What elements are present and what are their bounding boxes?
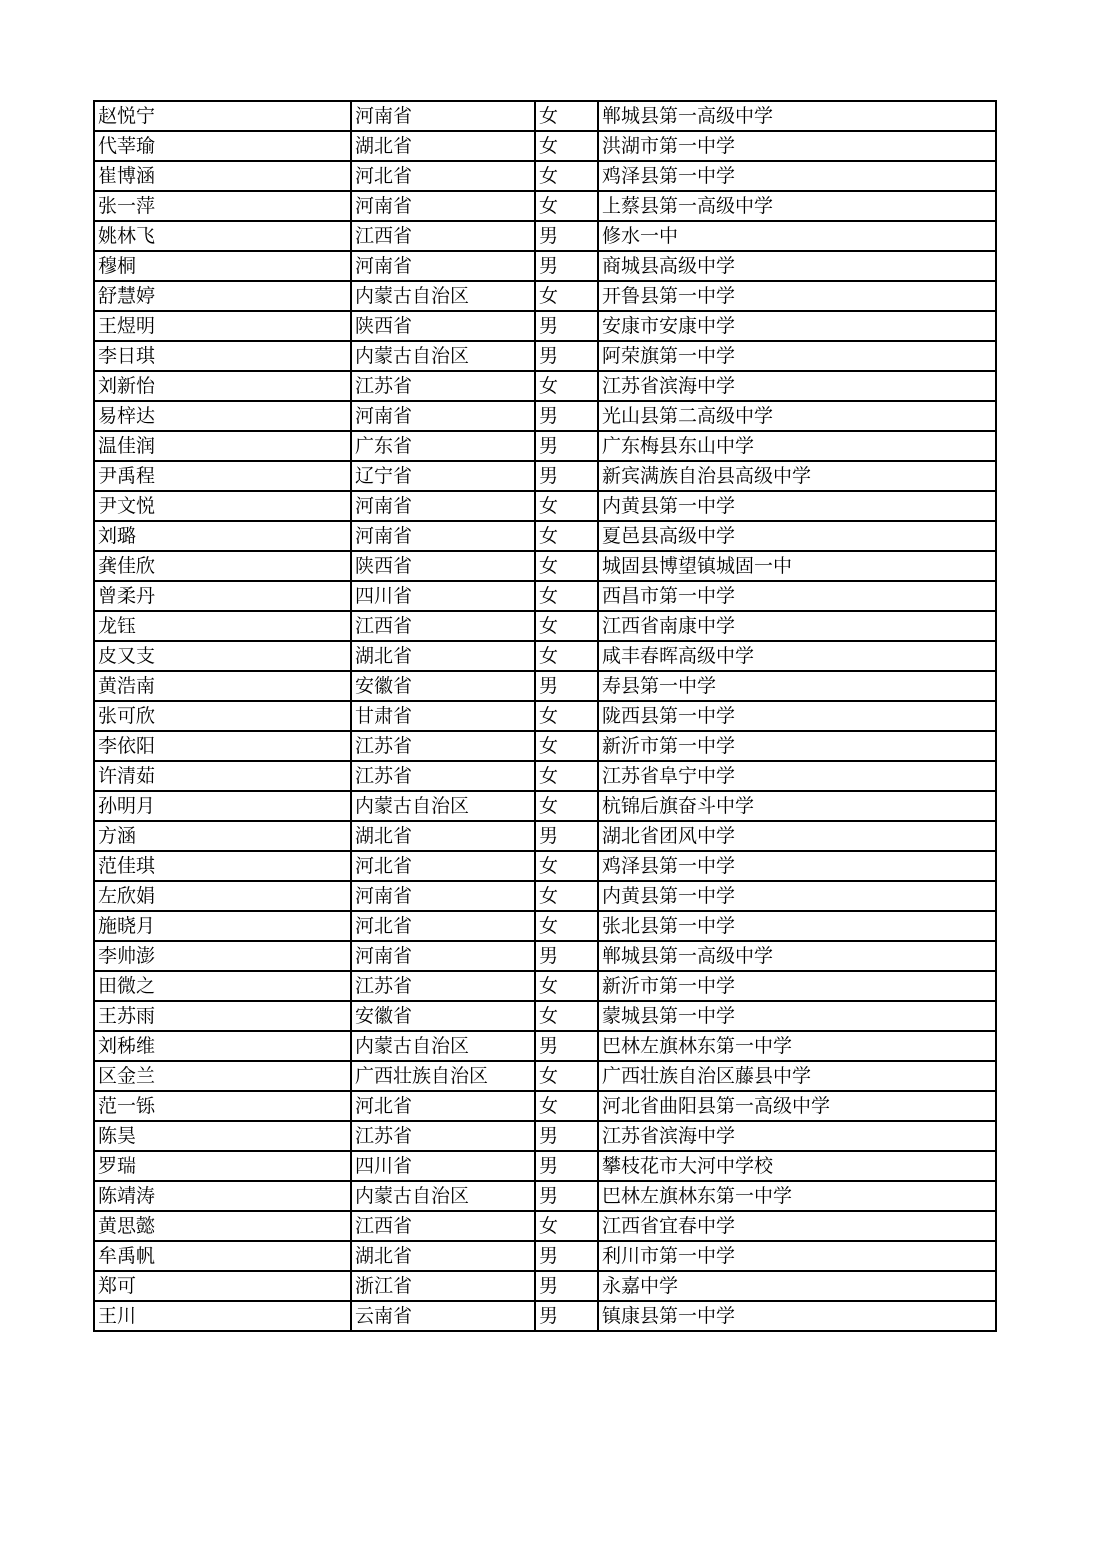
school-cell: 巴林左旗林东第一中学 (598, 1181, 996, 1211)
gender-cell: 女 (535, 641, 598, 671)
table-row (94, 341, 996, 371)
gender-cell: 男 (535, 1301, 598, 1331)
name-cell: 黄浩南 (94, 671, 351, 701)
name-cell: 罗瑞 (94, 1151, 351, 1181)
province-cell: 江苏省 (351, 731, 535, 761)
school-cell: 江苏省滨海中学 (598, 371, 996, 401)
province-cell: 河北省 (351, 1091, 535, 1121)
province-cell: 河北省 (351, 161, 535, 191)
province-cell: 广西壮族自治区 (351, 1061, 535, 1091)
school-cell: 郸城县第一高级中学 (598, 101, 996, 131)
gender-cell: 男 (535, 341, 598, 371)
gender-cell: 女 (535, 101, 598, 131)
gender-cell: 男 (535, 401, 598, 431)
province-cell: 江西省 (351, 221, 535, 251)
school-cell: 湖北省团风中学 (598, 821, 996, 851)
table-row (94, 491, 996, 521)
school-cell: 开鲁县第一中学 (598, 281, 996, 311)
name-cell: 王川 (94, 1301, 351, 1331)
province-cell: 湖北省 (351, 1241, 535, 1271)
gender-cell: 男 (535, 1031, 598, 1061)
table-row (94, 1121, 996, 1151)
table-row (94, 251, 996, 281)
province-cell: 江西省 (351, 1211, 535, 1241)
school-cell: 内黄县第一中学 (598, 491, 996, 521)
name-cell: 孙明月 (94, 791, 351, 821)
name-cell: 范佳琪 (94, 851, 351, 881)
gender-cell: 女 (535, 131, 598, 161)
name-cell: 崔博涵 (94, 161, 351, 191)
province-cell: 浙江省 (351, 1271, 535, 1301)
province-cell: 江苏省 (351, 971, 535, 1001)
gender-cell: 男 (535, 1181, 598, 1211)
table-body (94, 101, 996, 1331)
table-row (94, 701, 996, 731)
province-cell: 内蒙古自治区 (351, 1181, 535, 1211)
school-cell: 西昌市第一中学 (598, 581, 996, 611)
school-cell: 广东梅县东山中学 (598, 431, 996, 461)
gender-cell: 女 (535, 701, 598, 731)
table-row (94, 431, 996, 461)
gender-cell: 女 (535, 581, 598, 611)
name-cell: 郑可 (94, 1271, 351, 1301)
name-cell: 刘新怡 (94, 371, 351, 401)
table-row (94, 851, 996, 881)
name-cell: 赵悦宁 (94, 101, 351, 131)
school-cell: 河北省曲阳县第一高级中学 (598, 1091, 996, 1121)
gender-cell: 女 (535, 731, 598, 761)
table-row (94, 101, 996, 131)
name-cell: 代莘瑜 (94, 131, 351, 161)
table-row (94, 1181, 996, 1211)
gender-cell: 男 (535, 941, 598, 971)
province-cell: 四川省 (351, 1151, 535, 1181)
table-row (94, 281, 996, 311)
name-cell: 张可欣 (94, 701, 351, 731)
school-cell: 攀枝花市大河中学校 (598, 1151, 996, 1181)
gender-cell: 男 (535, 1121, 598, 1151)
school-cell: 江苏省滨海中学 (598, 1121, 996, 1151)
province-cell: 江苏省 (351, 761, 535, 791)
gender-cell: 女 (535, 191, 598, 221)
province-cell: 广东省 (351, 431, 535, 461)
table-row (94, 461, 996, 491)
school-cell: 新沂市第一中学 (598, 731, 996, 761)
table-row (94, 161, 996, 191)
school-cell: 安康市安康中学 (598, 311, 996, 341)
table-row (94, 1151, 996, 1181)
gender-cell: 女 (535, 551, 598, 581)
province-cell: 湖北省 (351, 821, 535, 851)
gender-cell: 女 (535, 611, 598, 641)
name-cell: 牟禹帆 (94, 1241, 351, 1271)
province-cell: 安徽省 (351, 671, 535, 701)
school-cell: 阿荣旗第一中学 (598, 341, 996, 371)
name-cell: 皮又支 (94, 641, 351, 671)
name-cell: 姚林飞 (94, 221, 351, 251)
table-row (94, 551, 996, 581)
gender-cell: 男 (535, 1271, 598, 1301)
gender-cell: 女 (535, 1211, 598, 1241)
name-cell: 李依阳 (94, 731, 351, 761)
table-row (94, 671, 996, 701)
table-row (94, 401, 996, 431)
province-cell: 河南省 (351, 491, 535, 521)
name-cell: 区金兰 (94, 1061, 351, 1091)
gender-cell: 女 (535, 281, 598, 311)
gender-cell: 男 (535, 821, 598, 851)
gender-cell: 女 (535, 521, 598, 551)
province-cell: 陕西省 (351, 551, 535, 581)
province-cell: 河南省 (351, 521, 535, 551)
school-cell: 镇康县第一中学 (598, 1301, 996, 1331)
school-cell: 新宾满族自治县高级中学 (598, 461, 996, 491)
school-cell: 广西壮族自治区藤县中学 (598, 1061, 996, 1091)
name-cell: 方涵 (94, 821, 351, 851)
province-cell: 河北省 (351, 851, 535, 881)
school-cell: 蒙城县第一中学 (598, 1001, 996, 1031)
table-row (94, 971, 996, 1001)
gender-cell: 男 (535, 311, 598, 341)
school-cell: 城固县博望镇城固一中 (598, 551, 996, 581)
name-cell: 曾柔丹 (94, 581, 351, 611)
table-row (94, 221, 996, 251)
school-cell: 巴林左旗林东第一中学 (598, 1031, 996, 1061)
school-cell: 新沂市第一中学 (598, 971, 996, 1001)
table-row (94, 1061, 996, 1091)
gender-cell: 男 (535, 1241, 598, 1271)
province-cell: 江苏省 (351, 371, 535, 401)
table-row (94, 791, 996, 821)
province-cell: 河南省 (351, 401, 535, 431)
gender-cell: 女 (535, 881, 598, 911)
gender-cell: 男 (535, 1151, 598, 1181)
school-cell: 永嘉中学 (598, 1271, 996, 1301)
school-cell: 寿县第一中学 (598, 671, 996, 701)
province-cell: 江西省 (351, 611, 535, 641)
table-row (94, 611, 996, 641)
province-cell: 安徽省 (351, 1001, 535, 1031)
province-cell: 河南省 (351, 941, 535, 971)
gender-cell: 女 (535, 971, 598, 1001)
province-cell: 河南省 (351, 251, 535, 281)
province-cell: 河北省 (351, 911, 535, 941)
province-cell: 湖北省 (351, 641, 535, 671)
school-cell: 陇西县第一中学 (598, 701, 996, 731)
province-cell: 湖北省 (351, 131, 535, 161)
name-cell: 尹禹程 (94, 461, 351, 491)
table-row (94, 1241, 996, 1271)
name-cell: 范一铄 (94, 1091, 351, 1121)
name-cell: 张一萍 (94, 191, 351, 221)
province-cell: 云南省 (351, 1301, 535, 1331)
table-row (94, 581, 996, 611)
table-row (94, 1211, 996, 1241)
school-cell: 洪湖市第一中学 (598, 131, 996, 161)
gender-cell: 女 (535, 371, 598, 401)
name-cell: 舒慧婷 (94, 281, 351, 311)
school-cell: 鸡泽县第一中学 (598, 851, 996, 881)
table-row (94, 1031, 996, 1061)
school-cell: 江苏省阜宁中学 (598, 761, 996, 791)
name-cell: 温佳润 (94, 431, 351, 461)
name-cell: 田微之 (94, 971, 351, 1001)
name-cell: 陈靖涛 (94, 1181, 351, 1211)
name-cell: 刘秭维 (94, 1031, 351, 1061)
name-cell: 左欣娟 (94, 881, 351, 911)
name-cell: 刘璐 (94, 521, 351, 551)
gender-cell: 女 (535, 911, 598, 941)
school-cell: 修水一中 (598, 221, 996, 251)
table-row (94, 941, 996, 971)
school-cell: 内黄县第一中学 (598, 881, 996, 911)
name-cell: 王苏雨 (94, 1001, 351, 1031)
table-row (94, 761, 996, 791)
school-cell: 鸡泽县第一中学 (598, 161, 996, 191)
school-cell: 杭锦后旗奋斗中学 (598, 791, 996, 821)
table-row (94, 911, 996, 941)
name-cell: 施晓月 (94, 911, 351, 941)
province-cell: 陕西省 (351, 311, 535, 341)
name-cell: 易梓达 (94, 401, 351, 431)
table-row (94, 521, 996, 551)
name-cell: 许清茹 (94, 761, 351, 791)
name-cell: 龚佳欣 (94, 551, 351, 581)
province-cell: 河南省 (351, 191, 535, 221)
gender-cell: 女 (535, 851, 598, 881)
school-cell: 光山县第二高级中学 (598, 401, 996, 431)
name-cell: 尹文悦 (94, 491, 351, 521)
province-cell: 河南省 (351, 881, 535, 911)
table-row (94, 371, 996, 401)
school-cell: 咸丰春晖高级中学 (598, 641, 996, 671)
table-row (94, 1271, 996, 1301)
school-cell: 江西省宜春中学 (598, 1211, 996, 1241)
student-table (93, 100, 997, 1332)
table-row (94, 731, 996, 761)
school-cell: 上蔡县第一高级中学 (598, 191, 996, 221)
gender-cell: 男 (535, 671, 598, 701)
gender-cell: 女 (535, 491, 598, 521)
province-cell: 河南省 (351, 101, 535, 131)
province-cell: 甘肃省 (351, 701, 535, 731)
table-row (94, 821, 996, 851)
table-row (94, 191, 996, 221)
school-cell: 郸城县第一高级中学 (598, 941, 996, 971)
gender-cell: 女 (535, 1061, 598, 1091)
gender-cell: 女 (535, 1001, 598, 1031)
gender-cell: 女 (535, 791, 598, 821)
name-cell: 李帅澎 (94, 941, 351, 971)
table-row (94, 1301, 996, 1331)
school-cell: 张北县第一中学 (598, 911, 996, 941)
province-cell: 内蒙古自治区 (351, 1031, 535, 1061)
name-cell: 黄思懿 (94, 1211, 351, 1241)
province-cell: 四川省 (351, 581, 535, 611)
table-row (94, 1001, 996, 1031)
table-row (94, 1091, 996, 1121)
gender-cell: 男 (535, 251, 598, 281)
gender-cell: 女 (535, 761, 598, 791)
gender-cell: 男 (535, 431, 598, 461)
table-row (94, 311, 996, 341)
name-cell: 陈昊 (94, 1121, 351, 1151)
name-cell: 王煜明 (94, 311, 351, 341)
gender-cell: 女 (535, 161, 598, 191)
province-cell: 内蒙古自治区 (351, 791, 535, 821)
table-row (94, 881, 996, 911)
school-cell: 江西省南康中学 (598, 611, 996, 641)
province-cell: 内蒙古自治区 (351, 341, 535, 371)
school-cell: 利川市第一中学 (598, 1241, 996, 1271)
province-cell: 辽宁省 (351, 461, 535, 491)
gender-cell: 女 (535, 1091, 598, 1121)
table-row (94, 131, 996, 161)
name-cell: 李日琪 (94, 341, 351, 371)
school-cell: 商城县高级中学 (598, 251, 996, 281)
province-cell: 江苏省 (351, 1121, 535, 1151)
name-cell: 穆桐 (94, 251, 351, 281)
gender-cell: 男 (535, 221, 598, 251)
province-cell: 内蒙古自治区 (351, 281, 535, 311)
gender-cell: 男 (535, 461, 598, 491)
table-row (94, 641, 996, 671)
name-cell: 龙钰 (94, 611, 351, 641)
school-cell: 夏邑县高级中学 (598, 521, 996, 551)
